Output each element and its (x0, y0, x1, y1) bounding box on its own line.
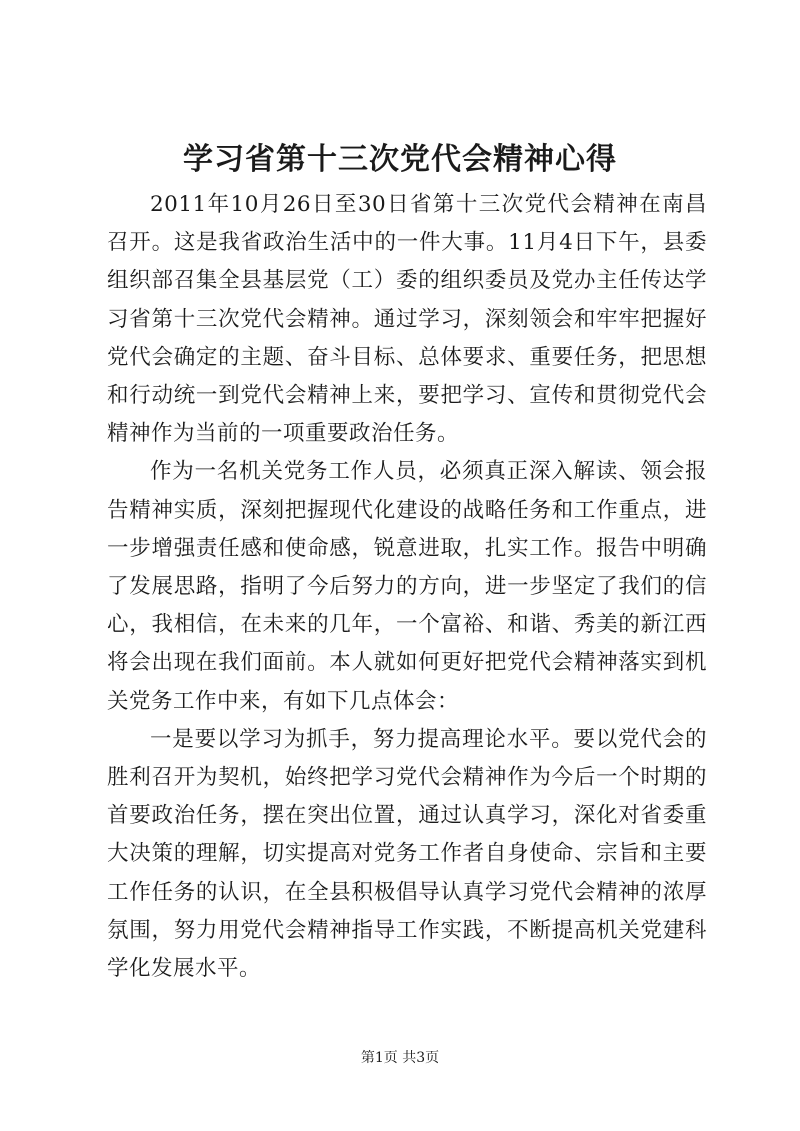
document-body (107, 186, 707, 988)
page-footer: 第1页 共3页 (360, 1050, 440, 1066)
paragraph-1: 2011年10月26日至30日省第十三次党代会精神在南昌召开。这是我省政治生活中的一件大事。11月4日下午，县委组织部召集全县基层党（工）委的组织委员及党办主任传达学习省第十三次党代会精神。通过学习，深刻领会和牢牢把握好党代会确定的主题、奋斗目标、总体要求、重要任务，把思想和行动统一到党代会精神上来，要把学习、宣传和贯彻党代会精神作为当前的一项重要政治任务。 (107, 192, 707, 447)
paragraph-2: 作为一名机关党务工作人员，必须真正深入解读、领会报告精神实质，深刻把握现代化建设的战略任务和工作重点，进一步增强责任感和使命感，锐意进取，扎实工作。报告中明确了发展思路，指明了今后努力的方向，进一步坚定了我们的信心，我相信，在未来的几年，一个富裕、和谐、秀美的新江西将会出现在我们面前。本人就如何更好把党代会精神落实到机关党务工作中来，有如下几点体会： (107, 459, 707, 714)
document-title: 学习省第十三次党代会精神心得 (183, 142, 617, 177)
paragraph-3: 一是要以学习为抓手，努力提高理论水平。要以党代会的胜利召开为契机，始终把学习党代会精神作为今后一个时期的首要政治任务，摆在突出位置，通过认真学习，深化对省委重大决策的理解，切实提高对党务工作者自身使命、宗旨和主要工作任务的认识，在全县积极倡导认真学习党代会精神的浓厚氛围，努力用党代会精神指导工作实践，不断提高机关党建科学化发展水平。 (107, 726, 707, 982)
